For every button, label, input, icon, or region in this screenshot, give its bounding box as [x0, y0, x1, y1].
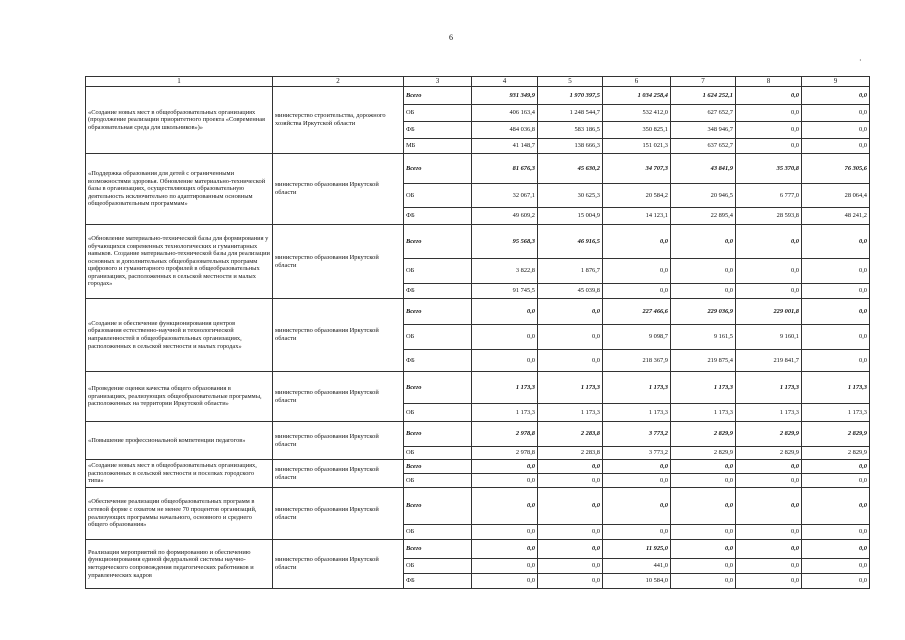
- amount-cell: 0,0: [802, 122, 870, 139]
- funding-source: ОБ: [404, 447, 472, 460]
- amount-cell: 406 163,4: [472, 105, 538, 122]
- amount-cell: 11 925,0: [603, 540, 671, 559]
- amount-cell: 0,0: [671, 574, 736, 589]
- amount-cell: 350 825,1: [603, 122, 671, 139]
- amount-cell: 22 895,4: [671, 208, 736, 225]
- funding-source: Всего: [404, 154, 472, 184]
- amount-cell: 0,0: [538, 299, 603, 325]
- amount-cell: 0,0: [603, 488, 671, 525]
- header-cell: 7: [671, 77, 736, 87]
- amount-cell: 10 584,0: [603, 574, 671, 589]
- amount-cell: 1 624 252,1: [671, 87, 736, 105]
- amount-cell: 0,0: [671, 225, 736, 259]
- table-row: [86, 372, 870, 404]
- funding-source: ФБ: [404, 208, 472, 225]
- budget-table: [85, 76, 870, 589]
- header-cell: 1: [86, 77, 273, 87]
- amount-cell: 0,0: [538, 350, 603, 372]
- amount-cell: 532 412,0: [603, 105, 671, 122]
- executor: министерство образования Иркутской области: [273, 422, 404, 460]
- amount-cell: 0,0: [472, 559, 538, 574]
- amount-cell: 0,0: [736, 259, 802, 284]
- amount-cell: 0,0: [538, 488, 603, 525]
- amount-cell: 1 173,3: [671, 372, 736, 404]
- amount-cell: 76 305,6: [802, 154, 870, 184]
- amount-cell: 0,0: [538, 460, 603, 474]
- amount-cell: 583 186,5: [538, 122, 603, 139]
- amount-cell: 0,0: [603, 284, 671, 299]
- amount-cell: 35 370,8: [736, 154, 802, 184]
- amount-cell: 0,0: [472, 540, 538, 559]
- event-name: «Проведение оценки качества общего образования в организациях, реализующих общеобразовательные программы, расположенных на территории Иркутской области»: [86, 372, 273, 422]
- header-row: [86, 77, 870, 87]
- amount-cell: 0,0: [802, 540, 870, 559]
- amount-cell: 1 876,7: [538, 259, 603, 284]
- amount-cell: 0,0: [736, 284, 802, 299]
- amount-cell: 0,0: [472, 299, 538, 325]
- header-cell: 4: [472, 77, 538, 87]
- amount-cell: 484 036,8: [472, 122, 538, 139]
- amount-cell: 1 173,3: [472, 404, 538, 422]
- amount-cell: 0,0: [802, 299, 870, 325]
- header-cell: 2: [273, 77, 404, 87]
- table-row: [86, 540, 870, 559]
- amount-cell: 1 173,3: [671, 404, 736, 422]
- amount-cell: 0,0: [538, 559, 603, 574]
- funding-source: Всего: [404, 488, 472, 525]
- amount-cell: 0,0: [472, 325, 538, 350]
- amount-cell: 6 777,0: [736, 184, 802, 208]
- event-name: «Создание и обеспечение функционирования центров образования естественно-научной и технологической направленностей в общеобразовательных организациях, расположенных в сельской местности и малых городах»: [86, 299, 273, 372]
- amount-cell: 3 773,2: [603, 447, 671, 460]
- amount-cell: 0,0: [538, 525, 603, 540]
- amount-cell: 9 160,1: [736, 325, 802, 350]
- header-cell: 9: [802, 77, 870, 87]
- amount-cell: 0,0: [802, 139, 870, 154]
- amount-cell: 0,0: [472, 525, 538, 540]
- amount-cell: 2 829,9: [671, 422, 736, 447]
- corner-mark: ·: [859, 56, 862, 65]
- table-row: [86, 154, 870, 184]
- amount-cell: 0,0: [603, 460, 671, 474]
- amount-cell: 931 349,9: [472, 87, 538, 105]
- amount-cell: 91 745,5: [472, 284, 538, 299]
- amount-cell: 0,0: [538, 540, 603, 559]
- amount-cell: 0,0: [802, 105, 870, 122]
- funding-source: ОБ: [404, 404, 472, 422]
- executor: министерство образования Иркутской области: [273, 540, 404, 589]
- amount-cell: 0,0: [736, 540, 802, 559]
- executor: министерство образования Иркутской области: [273, 154, 404, 225]
- amount-cell: 0,0: [671, 488, 736, 525]
- amount-cell: 0,0: [802, 488, 870, 525]
- amount-cell: 0,0: [671, 525, 736, 540]
- amount-cell: 1 970 397,5: [538, 87, 603, 105]
- amount-cell: 41 148,7: [472, 139, 538, 154]
- funding-source: ОБ: [404, 325, 472, 350]
- amount-cell: 227 466,6: [603, 299, 671, 325]
- amount-cell: 14 123,1: [603, 208, 671, 225]
- funding-source: Всего: [404, 422, 472, 447]
- amount-cell: 0,0: [671, 540, 736, 559]
- funding-source: Всего: [404, 460, 472, 474]
- amount-cell: 1 173,3: [538, 372, 603, 404]
- amount-cell: 1 173,3: [538, 404, 603, 422]
- funding-source: ФБ: [404, 350, 472, 372]
- funding-source: ОБ: [404, 105, 472, 122]
- amount-cell: 0,0: [472, 460, 538, 474]
- table-row: [86, 422, 870, 447]
- amount-cell: 0,0: [472, 574, 538, 589]
- event-name: «Создание новых мест в общеобразовательных организациях (продолжение реализации приоритетного проекта «Современная образовательная среда для школьников»)»: [86, 87, 273, 154]
- funding-source: Всего: [404, 225, 472, 259]
- header-cell: 6: [603, 77, 671, 87]
- amount-cell: 0,0: [671, 559, 736, 574]
- executor: министерство строительства, дорожного хозяйства Иркутской области: [273, 87, 404, 154]
- funding-source: ОБ: [404, 259, 472, 284]
- amount-cell: 1 248 544,7: [538, 105, 603, 122]
- event-name: «Поддержка образования для детей с ограниченными возможностями здоровья. Обновление материально-технической базы в организациях, осуществляющих образовательную деятельность исключительно по адаптированным основным общеобразовательным программам»: [86, 154, 273, 225]
- funding-source: Всего: [404, 299, 472, 325]
- amount-cell: 1 173,3: [736, 372, 802, 404]
- amount-cell: 0,0: [802, 325, 870, 350]
- amount-cell: 218 367,9: [603, 350, 671, 372]
- amount-cell: 0,0: [671, 474, 736, 488]
- funding-source: ОБ: [404, 559, 472, 574]
- funding-source: ФБ: [404, 284, 472, 299]
- header-cell: 8: [736, 77, 802, 87]
- amount-cell: 0,0: [736, 574, 802, 589]
- header-cell: 5: [538, 77, 603, 87]
- amount-cell: 0,0: [736, 559, 802, 574]
- amount-cell: 32 067,1: [472, 184, 538, 208]
- amount-cell: 0,0: [736, 525, 802, 540]
- amount-cell: 0,0: [671, 259, 736, 284]
- amount-cell: 1 173,3: [802, 404, 870, 422]
- amount-cell: 2 829,9: [736, 422, 802, 447]
- amount-cell: 0,0: [538, 574, 603, 589]
- amount-cell: 30 625,3: [538, 184, 603, 208]
- amount-cell: 2 829,9: [736, 447, 802, 460]
- event-name: «Обеспечение реализации общеобразовательных программ в сетевой форме с охватом не менее 70 процентов организаций, реализующих программы начального, основного и среднего общего образования»: [86, 488, 273, 540]
- header-cell: 3: [404, 77, 472, 87]
- amount-cell: 637 652,7: [671, 139, 736, 154]
- amount-cell: 0,0: [736, 460, 802, 474]
- amount-cell: 49 609,2: [472, 208, 538, 225]
- table-row: [86, 225, 870, 259]
- amount-cell: 45 630,2: [538, 154, 603, 184]
- amount-cell: 2 829,9: [802, 447, 870, 460]
- amount-cell: 229 001,8: [736, 299, 802, 325]
- amount-cell: 1 173,3: [603, 372, 671, 404]
- amount-cell: 45 039,8: [538, 284, 603, 299]
- funding-source: ФБ: [404, 122, 472, 139]
- funding-source: МБ: [404, 139, 472, 154]
- amount-cell: 3 773,2: [603, 422, 671, 447]
- amount-cell: 28 064,4: [802, 184, 870, 208]
- amount-cell: 0,0: [736, 87, 802, 105]
- amount-cell: 46 916,5: [538, 225, 603, 259]
- executor: министерство образования Иркутской области: [273, 460, 404, 488]
- funding-source: Всего: [404, 87, 472, 105]
- amount-cell: 0,0: [802, 259, 870, 284]
- funding-source: ОБ: [404, 525, 472, 540]
- amount-cell: 0,0: [603, 525, 671, 540]
- funding-source: ОБ: [404, 474, 472, 488]
- executor: министерство образования Иркутской области: [273, 372, 404, 422]
- amount-cell: 0,0: [736, 105, 802, 122]
- amount-cell: 2 978,8: [472, 422, 538, 447]
- amount-cell: 0,0: [802, 460, 870, 474]
- event-name: «Повышение профессиональной компетенции педагогов»: [86, 422, 273, 460]
- amount-cell: 0,0: [736, 488, 802, 525]
- amount-cell: 229 036,9: [671, 299, 736, 325]
- amount-cell: 1 173,3: [472, 372, 538, 404]
- amount-cell: 0,0: [671, 284, 736, 299]
- amount-cell: 0,0: [802, 574, 870, 589]
- amount-cell: 34 707,3: [603, 154, 671, 184]
- amount-cell: 441,0: [603, 559, 671, 574]
- amount-cell: 95 568,3: [472, 225, 538, 259]
- amount-cell: 3 822,8: [472, 259, 538, 284]
- amount-cell: 0,0: [472, 474, 538, 488]
- amount-cell: 0,0: [603, 225, 671, 259]
- amount-cell: 0,0: [802, 350, 870, 372]
- event-name: «Обновление материально-технической базы для формирования у обучающихся современных технологических и гуманитарных навыков. Создание материально-технической базы для реализации основных и дополнительных общеобразовательных программ цифрового и гуманитарного профилей в общеобразовательных организациях, расположенных в сельской местности и малых городах»: [86, 225, 273, 299]
- executor: министерство образования Иркутской области: [273, 225, 404, 299]
- amount-cell: 0,0: [538, 325, 603, 350]
- funding-source: Всего: [404, 540, 472, 559]
- amount-cell: 48 241,2: [802, 208, 870, 225]
- executor: министерство образования Иркутской области: [273, 488, 404, 540]
- amount-cell: 0,0: [802, 284, 870, 299]
- event-name: «Создание новых мест в общеобразовательных организациях, расположенных в сельской местности и поселках городского типа»: [86, 460, 273, 488]
- table-row: [86, 299, 870, 325]
- amount-cell: 20 584,2: [603, 184, 671, 208]
- amount-cell: 0,0: [802, 525, 870, 540]
- amount-cell: 151 021,3: [603, 139, 671, 154]
- executor: министерство образования Иркутской области: [273, 299, 404, 372]
- funding-source: ФБ: [404, 574, 472, 589]
- amount-cell: 1 034 258,4: [603, 87, 671, 105]
- amount-cell: 28 593,8: [736, 208, 802, 225]
- amount-cell: 0,0: [472, 488, 538, 525]
- amount-cell: 0,0: [538, 474, 603, 488]
- amount-cell: 0,0: [603, 474, 671, 488]
- amount-cell: 2 978,8: [472, 447, 538, 460]
- amount-cell: 2 829,9: [671, 447, 736, 460]
- amount-cell: 2 283,8: [538, 422, 603, 447]
- amount-cell: 81 676,3: [472, 154, 538, 184]
- amount-cell: 627 652,7: [671, 105, 736, 122]
- funding-source: ОБ: [404, 184, 472, 208]
- table-row: [86, 460, 870, 474]
- amount-cell: 0,0: [736, 139, 802, 154]
- amount-cell: 1 173,3: [802, 372, 870, 404]
- amount-cell: 9 098,7: [603, 325, 671, 350]
- table-row: [86, 87, 870, 105]
- amount-cell: 20 946,5: [671, 184, 736, 208]
- amount-cell: 1 173,3: [603, 404, 671, 422]
- amount-cell: 0,0: [802, 559, 870, 574]
- amount-cell: 0,0: [802, 225, 870, 259]
- table-row: [86, 488, 870, 525]
- amount-cell: 0,0: [802, 87, 870, 105]
- amount-cell: 15 004,9: [538, 208, 603, 225]
- amount-cell: 0,0: [736, 225, 802, 259]
- amount-cell: 9 161,5: [671, 325, 736, 350]
- amount-cell: 0,0: [671, 460, 736, 474]
- amount-cell: 0,0: [802, 474, 870, 488]
- amount-cell: 2 283,8: [538, 447, 603, 460]
- amount-cell: 43 841,9: [671, 154, 736, 184]
- amount-cell: 0,0: [472, 350, 538, 372]
- amount-cell: 348 946,7: [671, 122, 736, 139]
- amount-cell: 0,0: [603, 259, 671, 284]
- funding-source: Всего: [404, 372, 472, 404]
- amount-cell: 0,0: [736, 122, 802, 139]
- amount-cell: 0,0: [736, 474, 802, 488]
- event-name: Реализация мероприятий по формированию и обеспечению функционирования единой федеральной системы научно-методического сопровождения педагогических работников и управленческих кадров: [86, 540, 273, 589]
- amount-cell: 1 173,3: [736, 404, 802, 422]
- amount-cell: 138 666,3: [538, 139, 603, 154]
- amount-cell: 219 841,7: [736, 350, 802, 372]
- amount-cell: 2 829,9: [802, 422, 870, 447]
- amount-cell: 219 875,4: [671, 350, 736, 372]
- page-number: 6: [449, 33, 453, 42]
